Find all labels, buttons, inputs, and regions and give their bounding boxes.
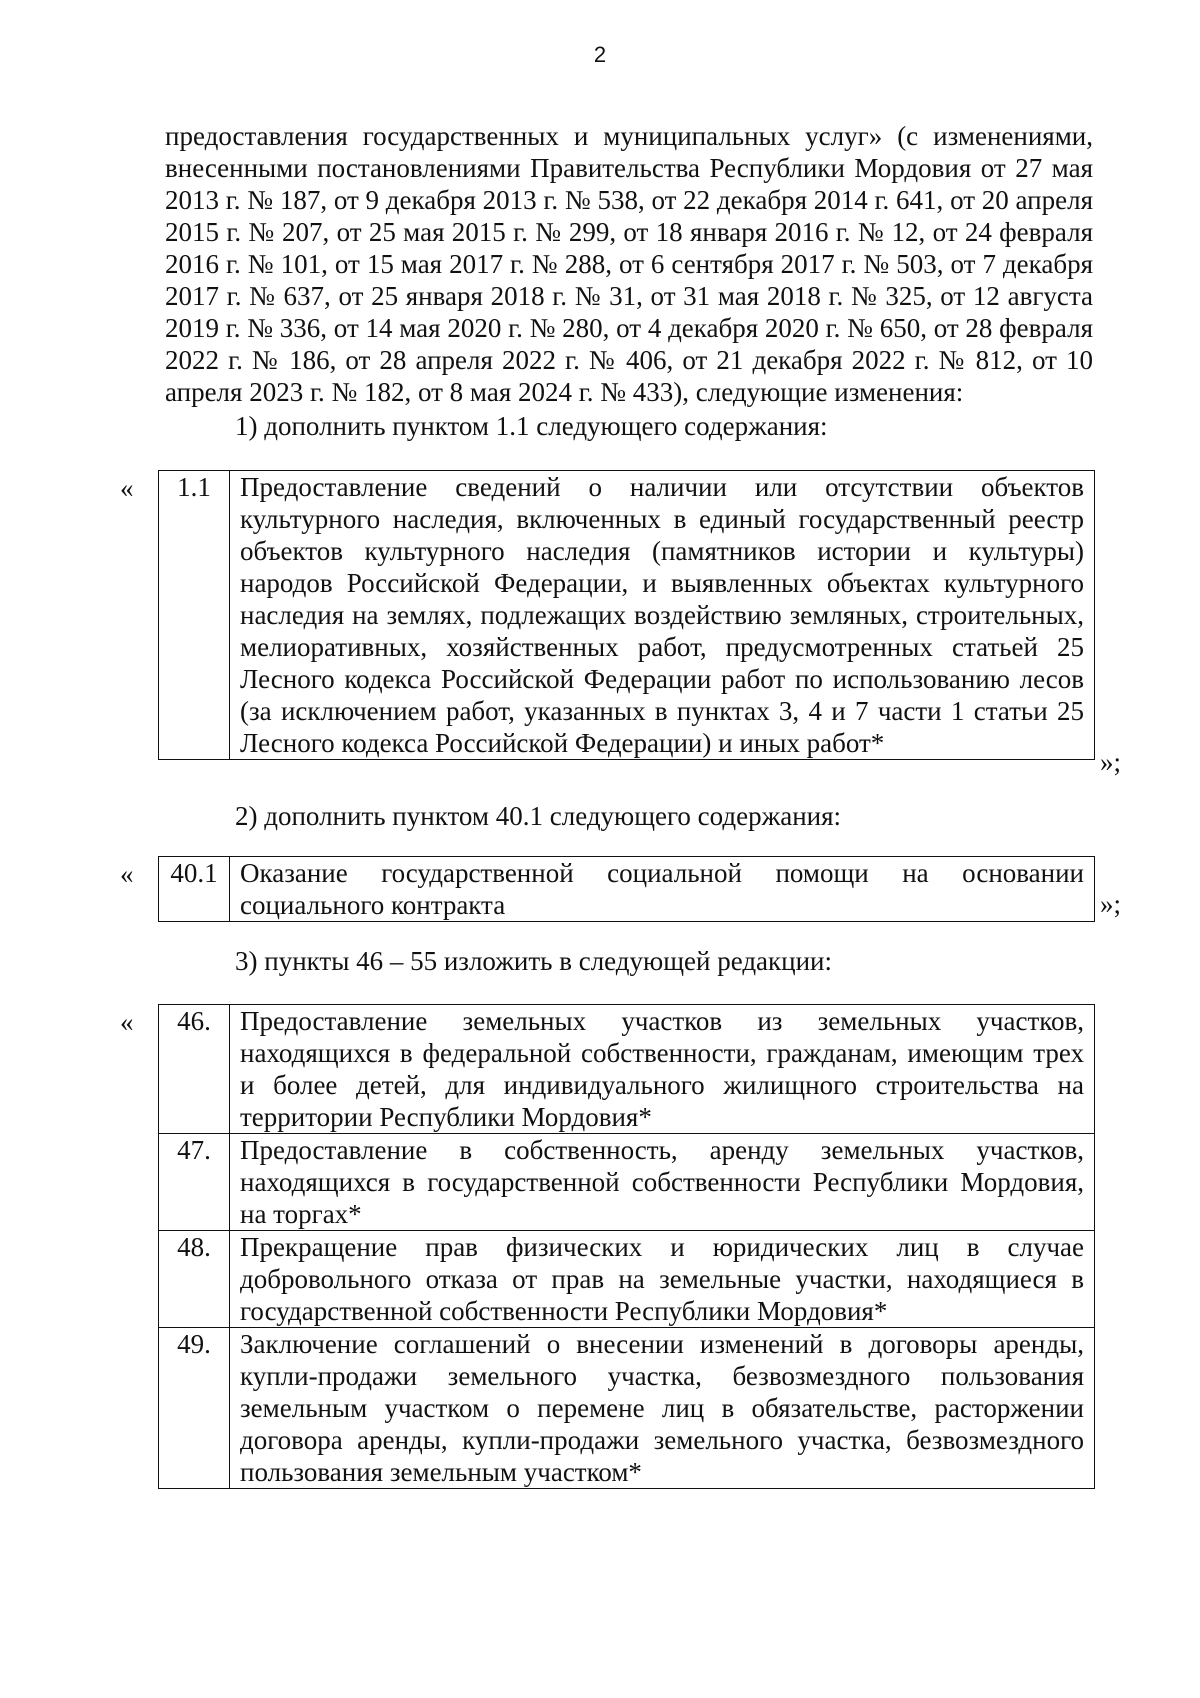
quote-open-1: «: [120, 473, 134, 503]
page-number: 2: [593, 42, 607, 67]
section-1-table: [158, 470, 1095, 760]
section-2-heading: 2) дополнить пунктом 40.1 следующего содержания:: [235, 801, 842, 831]
section-2-table: [158, 856, 1095, 922]
intro-paragraph: предоставления государственных и муниципальных услуг» (с изменениями, внесенными постановлениями Правительства Республики Мордовия от 27 мая 2013 г. № 187, от 9 декабря 2013 г. № 538, от 22 декабря 2014 г. 641, от 20 апреля 2015 г. № 207, от 25 мая 2015 г. № 299, от 18 января 2016 г. № 12, от 24 февраля 2016 г. № 101, от 15 мая 2017 г. № 288, от 6 сентября 2017 г. № 503, от 7 декабря 2017 г. № 637, от 25 января 2018 г. № 31, от 31 мая 2018 г. № 325, от 12 августа 2019 г. № 336, от 14 мая 2020 г. № 280, от 4 декабря 2020 г. № 650, от 28 февраля 2022 г. № 186, от 28 апреля 2022 г. № 406, от 21 декабря 2022 г. № 812, от 10 апреля 2023 г. № 182, от 8 мая 2024 г. № 433), следующие изменения:: [165, 121, 1093, 407]
table-row: [159, 1134, 1095, 1231]
quote-open-3: «: [120, 1007, 134, 1037]
row-text: Заключение соглашений о внесении изменений в договоры аренды, купли-продажи земельного участка, безвозмездного пользования земельным участком о перемене лиц в обязательстве, расторжении договора аренды, купли-продажи земельного участка, безвозмездного пользования земельным участком*: [230, 1328, 1095, 1489]
row-text: Предоставление земельных участков из земельных участков, находящихся в федеральной собственности, гражданам, имеющим трех и более детей, для индивидуального жилищного строительства на территории Республики Мордовия*: [230, 1005, 1095, 1134]
quote-close-2: »;: [1100, 889, 1122, 919]
row-text: Предоставление сведений о наличии или отсутствии объектов культурного наследия, включенных в единый государственный реестр объектов культурного наследия (памятников истории и культуры) народов Российской Федерации, и выявленных объектах культурного наследия на землях, подлежащих воздействию земляных, строительных, мелиоративных, хозяйственных работ, предусмотренных статьей 25 Лесного кодекса Российской Федерации работ по использованию лесов (за исключением работ, указанных в пунктах 3, 4 и 7 части 1 статьи 25 Лесного кодекса Российской Федерации) и иных работ*: [230, 471, 1095, 760]
row-number: 47.: [159, 1134, 230, 1231]
table-row: [159, 1005, 1095, 1134]
row-number: 48.: [159, 1231, 230, 1328]
row-text: Оказание государственной социальной помощи на основании социального контракта: [230, 857, 1095, 922]
quote-close-1: »;: [1100, 747, 1122, 777]
row-number: 40.1: [159, 857, 230, 922]
quote-open-2: «: [120, 859, 134, 889]
section-3-table: [158, 1004, 1095, 1489]
row-number: 46.: [159, 1005, 230, 1134]
row-number: 49.: [159, 1328, 230, 1489]
section-1-heading: 1) дополнить пунктом 1.1 следующего содержания:: [235, 411, 828, 441]
row-number: 1.1: [159, 471, 230, 760]
row-text: Прекращение прав физических и юридических лиц в случае добровольного отказа от прав на земельные участки, находящиеся в государственной собственности Республики Мордовия*: [230, 1231, 1095, 1328]
row-text: Предоставление в собственность, аренду земельных участков, находящихся в государственной собственности Республики Мордовия, на торгах*: [230, 1134, 1095, 1231]
table-row: [159, 1328, 1095, 1489]
section-3-heading: 3) пункты 46 – 55 изложить в следующей редакции:: [235, 946, 833, 976]
table-row: [159, 471, 1095, 760]
table-row: [159, 1231, 1095, 1328]
table-row: [159, 857, 1095, 922]
